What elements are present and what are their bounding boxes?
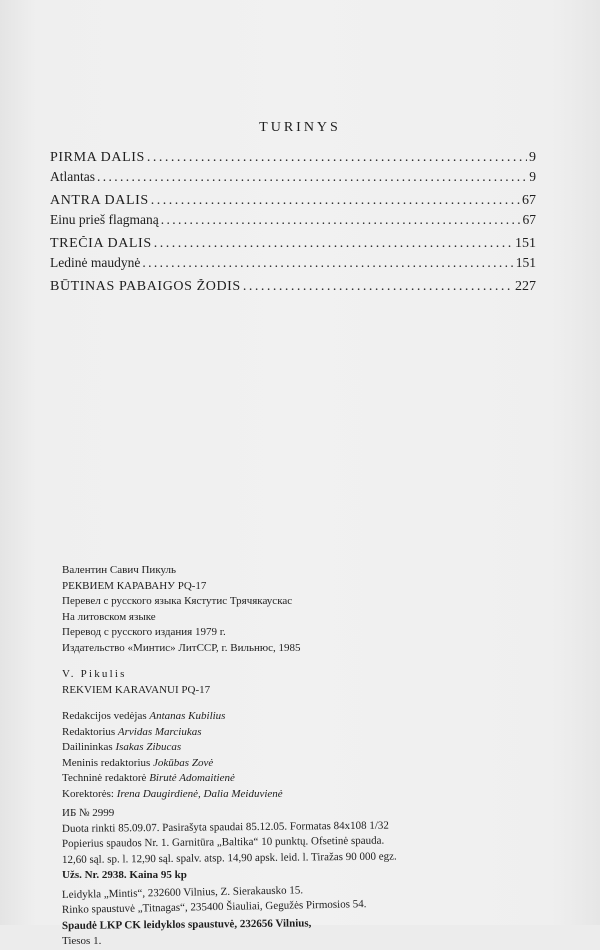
toc-entry-page: 9 bbox=[529, 150, 536, 165]
staff-line bbox=[62, 771, 502, 787]
toc-entry-label: BŪTINAS PABAIGOS ŽODIS bbox=[50, 279, 241, 294]
toc-title: TURINYS bbox=[259, 120, 341, 135]
toc-dot-leader bbox=[151, 193, 520, 209]
toc-dot-leader bbox=[154, 236, 513, 252]
ru-title: РЕКВИЕМ КАРАВАНУ PQ-17 bbox=[62, 579, 207, 592]
toc-entry-page: 67 bbox=[522, 212, 536, 227]
staff-name: Irena Daugirdienė, Dalia Meiduvienė bbox=[116, 787, 283, 800]
print-details-line: 12,60 sąl. sp. l. 12,90 sąl. spalv. atsp. 14,90 apsk. leid. l. Tiražas 90 000 egz. bbox=[61, 849, 397, 866]
toc-dot-leader bbox=[97, 169, 527, 185]
ru-translator-line: Перевел с русского языка Кястутис Трячякаускас bbox=[62, 595, 293, 607]
staff-line bbox=[62, 787, 502, 803]
staff-role: Korektorės: bbox=[62, 787, 114, 800]
toc-dot-leader bbox=[142, 255, 513, 271]
toc-entry bbox=[50, 279, 536, 295]
toc-dot-leader bbox=[243, 279, 513, 295]
toc-entry-label: PIRMA DALIS bbox=[50, 150, 145, 165]
toc-entry-page: 9 bbox=[529, 169, 536, 184]
toc-dot-leader bbox=[161, 212, 521, 228]
toc-entry-label: Atlantas bbox=[50, 169, 95, 184]
print-details-line: Duota rinkti 85.09.07. Pasirašyta spaudai 85.12.05. Formatas 84x108 1/32 bbox=[61, 819, 389, 835]
lt-author: V. Pikulis bbox=[62, 668, 127, 680]
lt-title: REKVIEM KARAVANUI PQ-17 bbox=[62, 683, 211, 696]
toc-entry-page: 227 bbox=[515, 279, 536, 294]
imprint-block bbox=[62, 563, 502, 950]
ru-language-line: На литовском языке bbox=[62, 610, 156, 623]
staff-name: Arvidas Marciukas bbox=[117, 725, 202, 738]
toc-entry bbox=[50, 150, 536, 166]
staff-line bbox=[62, 725, 502, 741]
toc-entry bbox=[50, 193, 536, 209]
toc-entry-label: ANTRA DALIS bbox=[50, 193, 149, 208]
staff-role: Dailininkas bbox=[62, 741, 113, 753]
staff-line bbox=[62, 756, 502, 772]
staff-line bbox=[62, 709, 502, 725]
toc-entry bbox=[50, 236, 536, 252]
toc-dot-leader bbox=[147, 150, 527, 166]
toc-entry bbox=[50, 212, 536, 228]
toc-entry-page: 151 bbox=[515, 255, 536, 270]
ru-author: Валентин Савич Пикуль bbox=[62, 564, 177, 576]
print-details-line: Popierius spaudos Nr. 1. Garnitūra „Baltika“ 10 punktų. Ofsetinė spauda. bbox=[61, 834, 385, 850]
staff-name: Isakas Zibucas bbox=[115, 741, 182, 753]
printer-address-line: Tiesos 1. bbox=[62, 935, 102, 947]
table-of-contents bbox=[50, 150, 536, 295]
order-price-line: Užs. Nr. 2938. Kaina 95 kp bbox=[62, 869, 187, 881]
ru-edition-line: Перевод с русского издания 1979 г. bbox=[62, 626, 226, 638]
staff-role: Redaktorius bbox=[62, 725, 116, 738]
staff-role: Meninis redaktorius bbox=[62, 756, 151, 769]
toc-entry-label: Einu prieš flagmaną bbox=[50, 212, 159, 227]
publisher-line: Leidykla „Mintis“, 232600 Vilnius, Z. Sierakausko 15. bbox=[61, 883, 304, 901]
toc-entry-label: Ledinė maudynė bbox=[50, 255, 141, 270]
toc-entry bbox=[50, 169, 536, 185]
printer-line: Spaudė LKP CK leidyklos spaustuvė, 232656 Vilnius, bbox=[61, 916, 312, 932]
ib-number: ИБ № 2999 bbox=[62, 807, 115, 819]
staff-name: Antanas Kubilius bbox=[149, 710, 226, 722]
publisher-line: Rinko spaustuvė „Titnagas“, 235400 Šiauliai, Gegužės Pirmosios 54. bbox=[61, 898, 367, 916]
toc-entry-page: 151 bbox=[515, 236, 536, 251]
staff-name: Birutė Adomaitienė bbox=[149, 772, 235, 784]
staff-role: Redakcijos vedėjas bbox=[62, 710, 147, 722]
toc-entry bbox=[50, 255, 536, 271]
staff-name: Jokūbas Zovė bbox=[153, 756, 214, 769]
staff-line bbox=[62, 740, 502, 756]
toc-entry-page: 67 bbox=[522, 193, 536, 208]
toc-entry-label: TREČIA DALIS bbox=[50, 236, 152, 251]
ru-publisher-line: Издательство «Минтис» ЛитССР, г. Вильнюс, 1985 bbox=[62, 641, 301, 654]
staff-role: Techninė redaktorė bbox=[62, 772, 147, 784]
